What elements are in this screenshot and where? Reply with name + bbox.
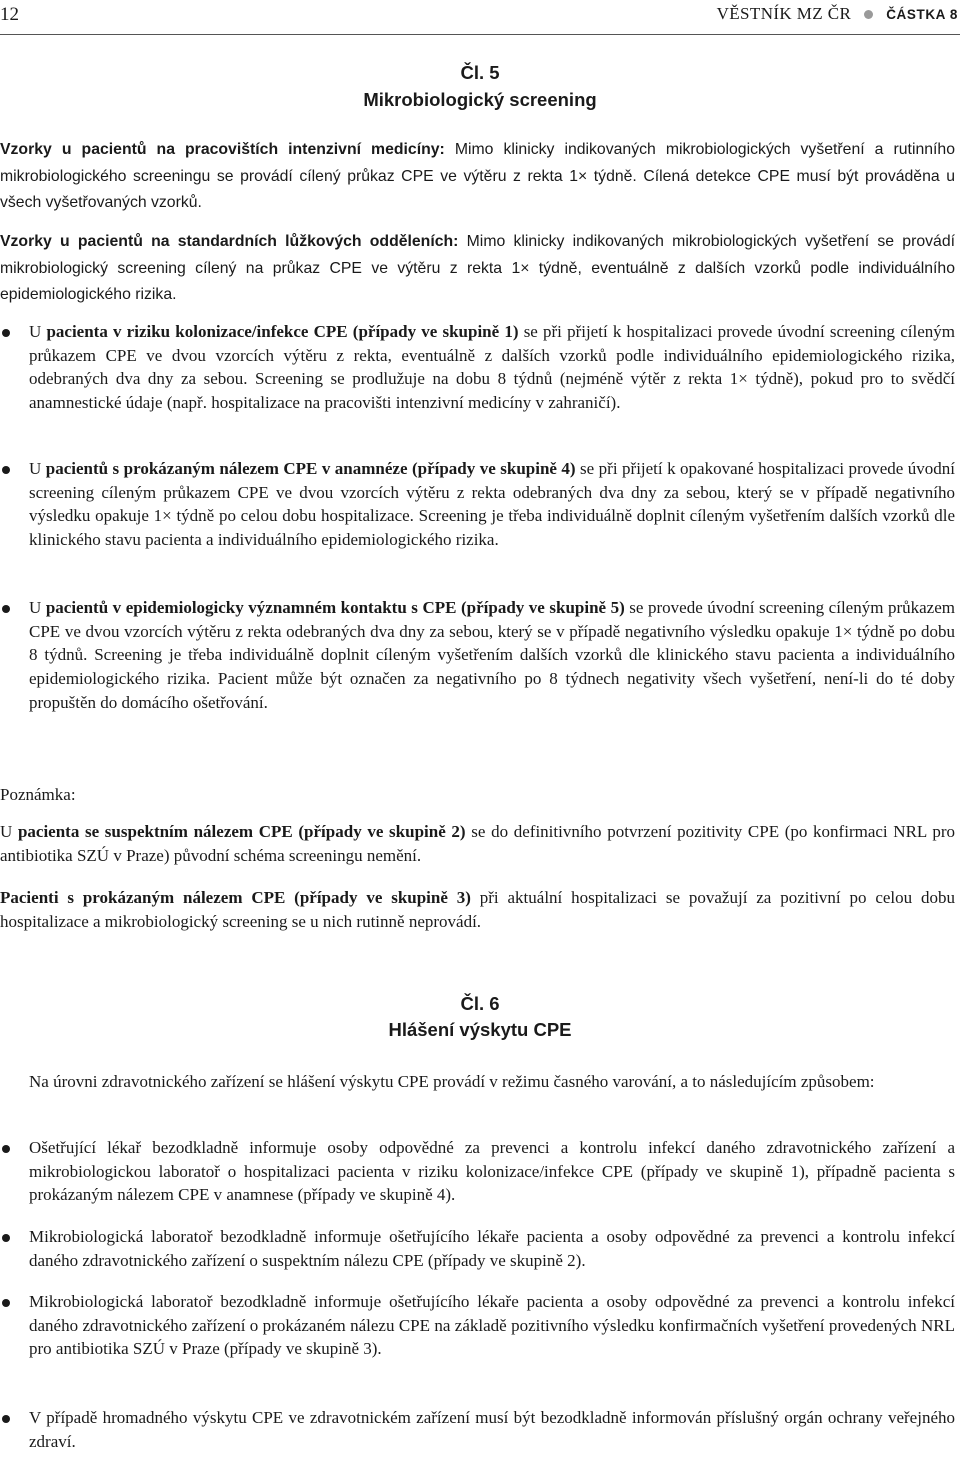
risk-group-5-label: pacientů v epidemiologicky významném kontaktu s CPE (případy ve skupině 5) (45, 598, 625, 617)
bullet-dot-icon (864, 10, 873, 19)
list-item: U pacienta v riziku kolonizace/infekce CPE (případy ve skupině 1) se při přijetí k hospitalizaci provede úvodní screening cíleným průkazem CPE ve dvou vzorcích výtěru z rekta, eventuálně z dalších vzorků podle individuálního epidemiologického rizika, odebraných dva dny za sebou. Screening se prodlužuje na dobu 8 týdnů (nejméně výtěr z rekta 1× týdně), pokud pro to svědčí anamnestické údaje (např. hospitalizace na pracovišti intenzivní medicíny v zahraničí). (0, 320, 955, 415)
issue-part: ČÁSTKA 8 (886, 7, 958, 22)
bullet-icon (2, 1415, 10, 1423)
page-number: 12 (0, 4, 19, 25)
bullet-icon (2, 1299, 10, 1307)
list-item: Ošetřující lékař bezodkladně informuje osoby odpovědné za prevenci a kontrolu infekcí daného zdravotnického zařízení a mikrobiologickou laboratoř o hospitalizaci pacienta v riziku kolonizace/infekce CPE (případy ve skupině 1), případně pacienta s prokázaným nálezem CPE v anamnese (případy ve skupině 4). (0, 1136, 955, 1207)
note-label: Poznámka: (0, 785, 76, 804)
list-item: V případě hromadného výskytu CPE ve zdravotnickém zařízení musí být bezodkladně informován příslušný orgán ochrany veřejného zdraví. (0, 1406, 955, 1453)
running-header (0, 0, 960, 35)
risk-group-2-label: pacienta se suspektním nálezem CPE (případy ve skupině 2) (17, 822, 466, 841)
note-suspect-paragraph: U pacienta se suspektním nálezem CPE (případy ve skupině 2) se do definitivního potvrzení pozitivity CPE (po konfirmaci NRL pro antibiotika SZÚ v Praze) původní schéma screeningu nemění. (0, 822, 955, 865)
list-item: U pacientů s prokázaným nálezem CPE v anamnéze (případy ve skupině 4) se při přijetí k opakované hospitalizaci provede úvodní screening cíleným průkazem CPE ve dvou vzorcích výtěru z rekta odebraných dva dny za sebou, který se v případě negativního výsledku opakuje 1× týdně po celou dobu hospitalizace. Screening je třeba individuálně doplnit cíleným vyšetřením dalších vzorků dle klinického stavu pacienta a individuálního epidemiologického rizika. (0, 457, 955, 552)
bullet-icon (2, 1234, 10, 1242)
icu-samples-lead: Vzorky u pacientů na pracovištích intenzivní medicíny: (0, 141, 445, 158)
risk-group-3-label: Pacienti s prokázaným nálezem CPE (případy ve skupině 3) (0, 888, 471, 907)
risk-group-4-label: pacientů s prokázaným nálezem CPE v anamnéze (případy ve skupině 4) (45, 459, 576, 478)
publication-name: VĚSTNÍK MZ ČR (716, 4, 852, 23)
icu-samples-paragraph (0, 137, 955, 217)
bullet-icon (2, 605, 10, 613)
reporting-intro: Na úrovni zdravotnického zařízení se hlášení výskytu CPE provádí v režimu časného varování, a to následujícím způsobem: (29, 1072, 875, 1091)
article-6-number: Čl. 6 (460, 993, 500, 1014)
list-item: Mikrobiologická laboratoř bezodkladně informuje ošetřujícího lékaře pacienta a osoby odpovědné za prevenci a kontrolu infekcí daného zdravotnického zařízení o prokázaném nálezu CPE na základě pozitivního výsledku konfirmačních vyšetření provedených NRL pro antibiotika SZÚ v Praze (případy ve skupině 3). (0, 1290, 955, 1361)
icu-samples-text: Mimo klinicky indikovaných mikrobiologických vyšetření a rutinního mikrobiologického screeningu se provádí cílený průkaz CPE ve výtěru z rekta 1× týdně. Cílená detekce CPE musí být prováděna u všech vyšetřovaných vzorků. (0, 141, 955, 211)
bullet-icon (2, 466, 10, 474)
article-6-title: Hlášení výskytu CPE (388, 1019, 572, 1040)
article-5-title: Mikrobiologický screening (363, 89, 597, 110)
note-proven-paragraph: Pacienti s prokázaným nálezem CPE (případy ve skupině 3) při aktuální hospitalizaci se považují za pozitivní po celou dobu hospitalizace a mikrobiologický screening se u nich rutinně neprovádí. (0, 888, 955, 931)
list-item: Mikrobiologická laboratoř bezodkladně informuje ošetřujícího lékaře pacienta a osoby odpovědné za prevenci a kontrolu infekcí daného zdravotnického zařízení o suspektním nálezu CPE (případy ve skupině 2). (0, 1225, 955, 1272)
risk-group-1-label: pacienta v riziku kolonizace/infekce CPE (případy ve skupině 1) (46, 322, 519, 341)
list-item: U pacientů v epidemiologicky významném kontaktu s CPE (případy ve skupině 5) se provede úvodní screening cíleným průkazem CPE ve dvou vzorcích výtěru z rekta odebraných dva dny za sebou, který se v případě negativního výsledku opakuje 1× týdně po dobu 8 týdnů. Screening je třeba individuálně doplnit cíleným vyšetřením dalších vzorků dle klinického stavu pacienta a individuálního epidemiologického rizika. Pacient může být označen za negativního po 8 týdnech negativity všech vyšetření, není-li do té doby propuštěn do domácího ošetřování. (0, 596, 955, 715)
standard-ward-lead: Vzorky u pacientů na standardních lůžkových odděleních: (0, 233, 459, 250)
bullet-icon (2, 329, 10, 337)
standard-ward-text: Mimo klinicky indikovaných mikrobiologických vyšetření se provádí mikrobiologický screening cílený na průkaz CPE ve výtěru z rekta 1× týdně, eventuálně z dalších vzorků podle individuálního epidemiologického rizika. (0, 233, 955, 303)
header-right (717, 4, 958, 24)
standard-ward-paragraph (0, 229, 955, 309)
bullet-icon (2, 1145, 10, 1153)
article-5-number: Čl. 5 (460, 62, 500, 83)
